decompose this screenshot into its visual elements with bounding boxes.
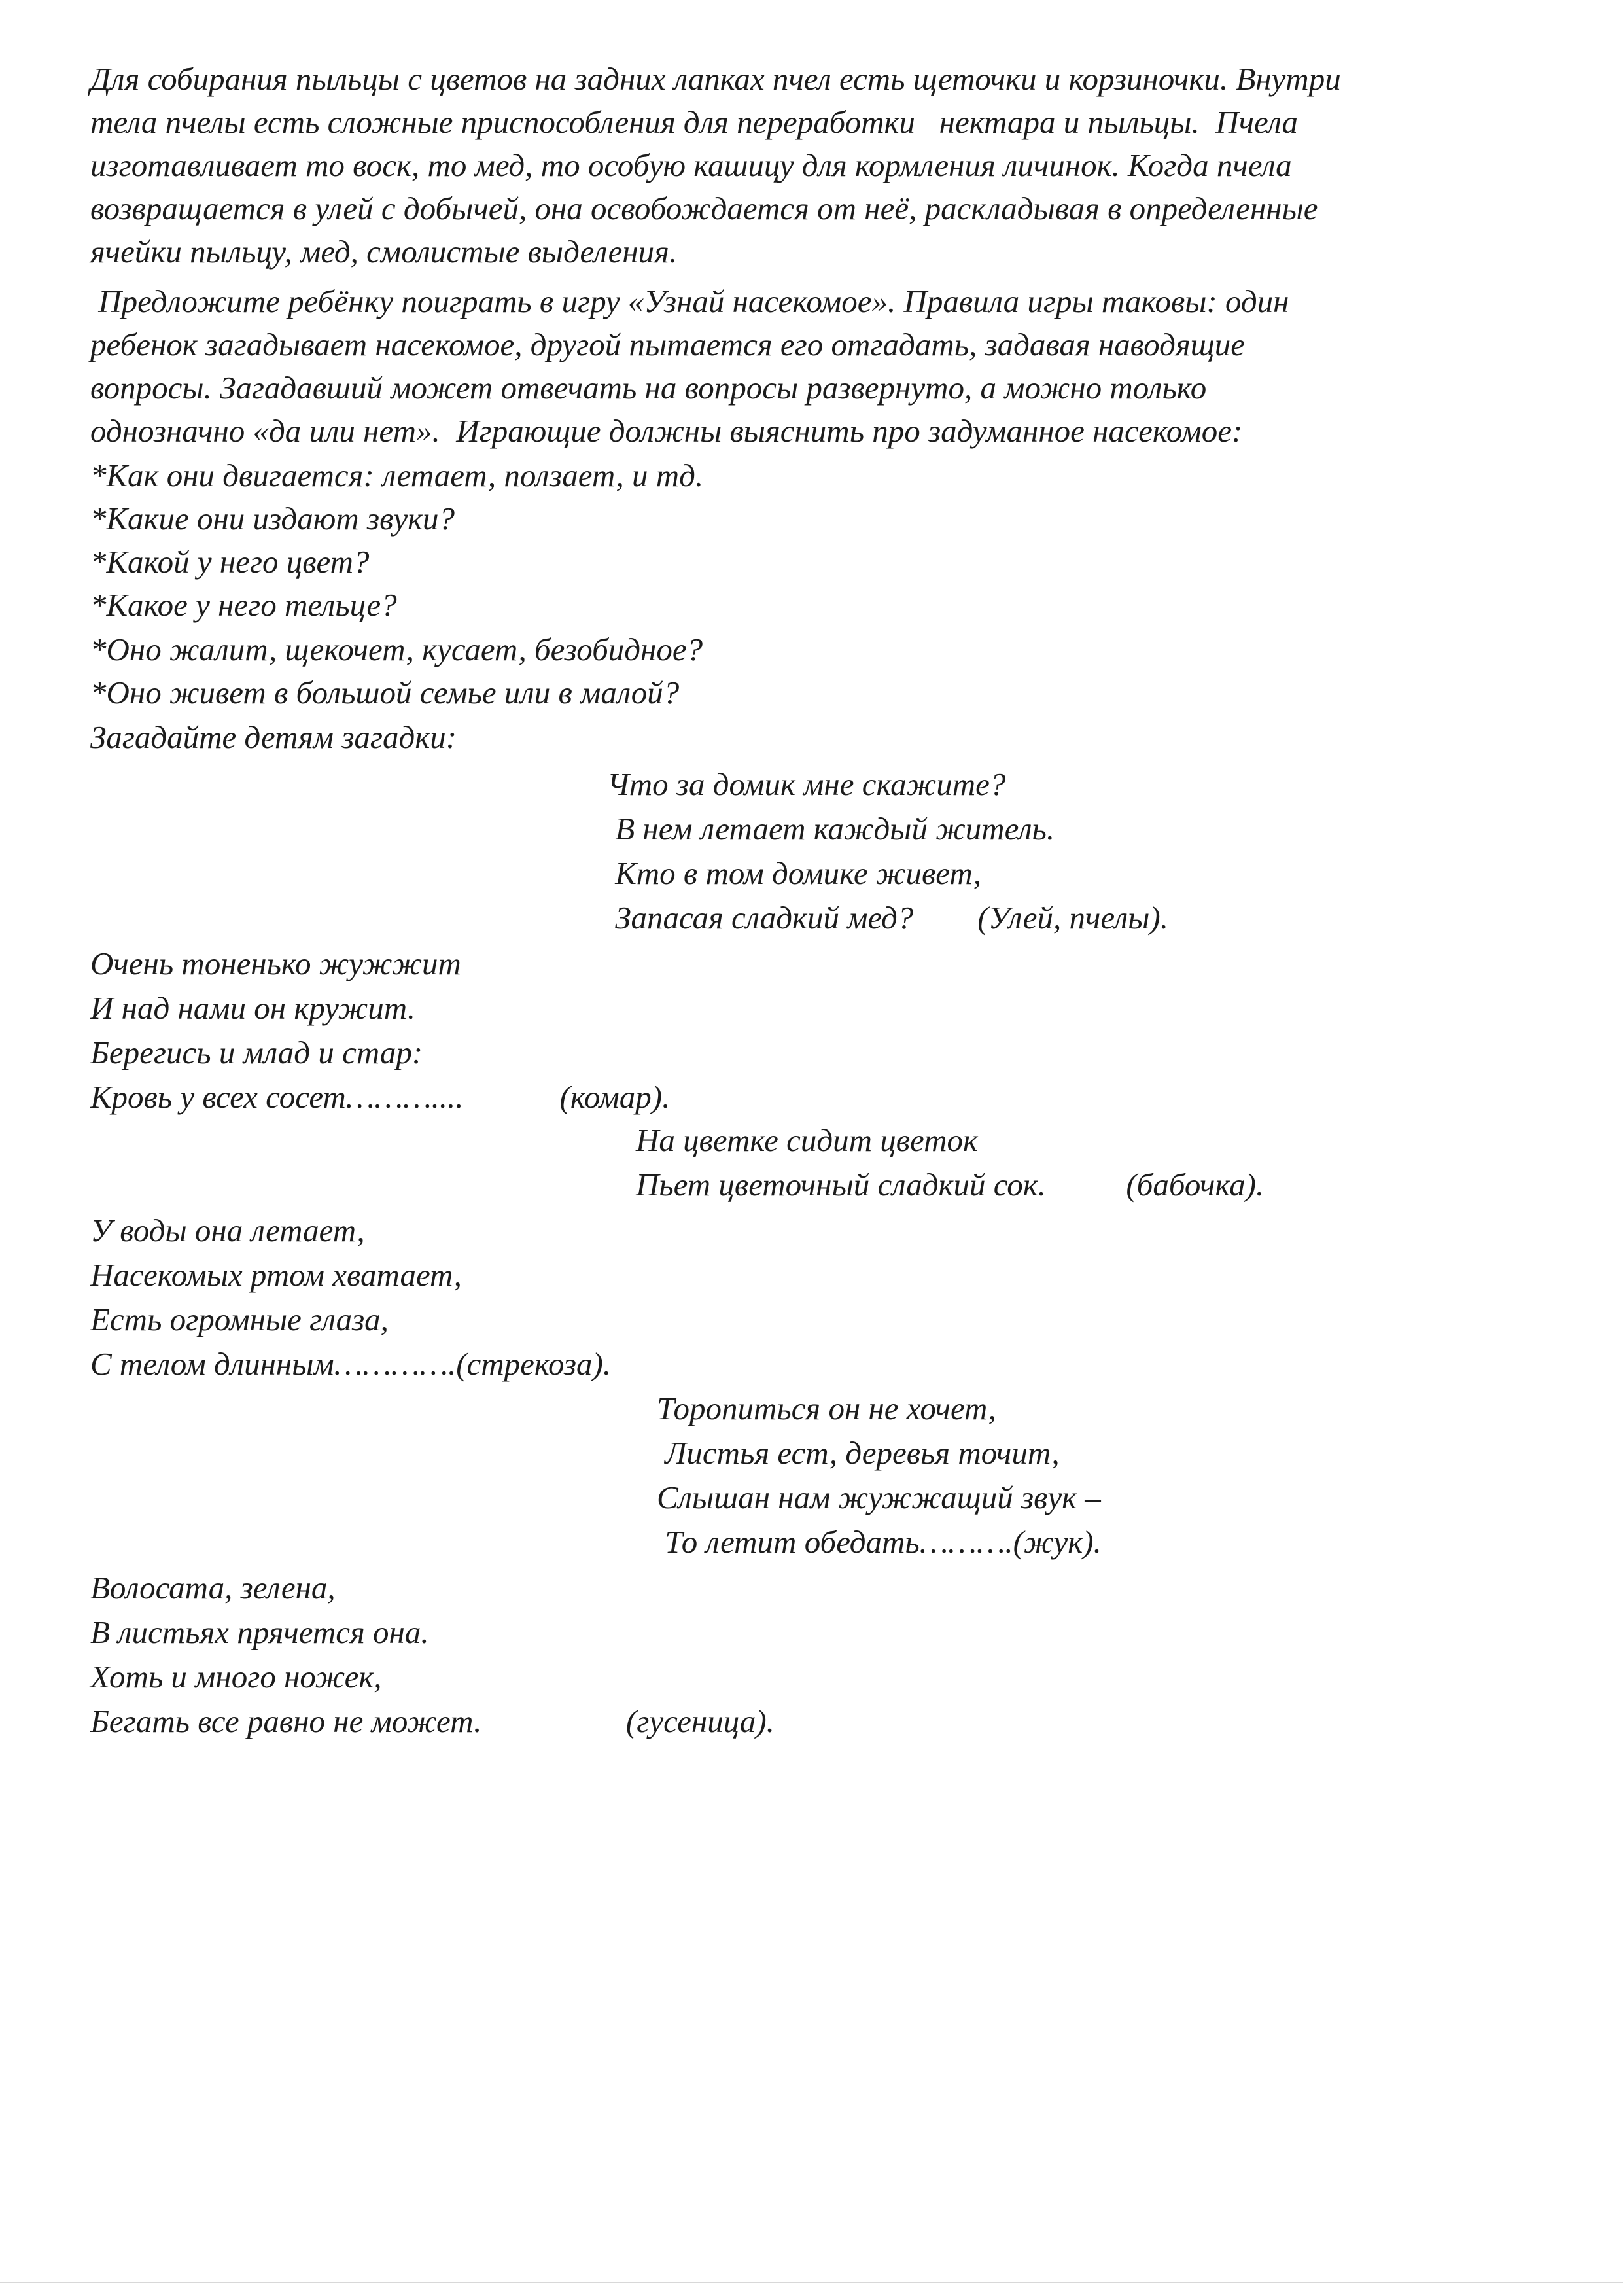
intro-line: Для собирания пыльцы с цветов на задних лапках пчел есть щеточки и корзиночки. Внутри <box>90 61 1341 97</box>
riddle-line: То летит обедать……….(жук). <box>657 1524 1102 1560</box>
game-line: однозначно «да или нет». Играющие должны выяснить про задуманное насекомое: <box>90 413 1243 449</box>
riddle-line: Пьет цветочный сладкий сок. (бабочка). <box>636 1167 1265 1203</box>
intro-line: ячейки пыльцу, мед, смолистые выделения. <box>90 234 678 270</box>
riddle-line: Торопиться он не хочет, <box>657 1390 996 1426</box>
question-item: *Оно жалит, щекочет, кусает, безобидное? <box>90 631 703 667</box>
riddle-line: Берегись и млад и стар: <box>90 1034 423 1070</box>
riddle-line: Бегать все равно не может. (гусеница). <box>90 1703 775 1739</box>
riddle-line: И над нами он кружит. <box>90 990 415 1026</box>
question-item: *Какой у него цвет? <box>90 544 370 580</box>
riddle-line: Кто в том домике живет, <box>607 855 982 891</box>
riddle-line: Очень тоненько жужжит <box>90 945 461 981</box>
riddle-line: Кровь у всех сосет……….... (комар). <box>90 1079 671 1115</box>
riddle-line: Слышан нам жужжащий звук – <box>657 1479 1101 1515</box>
riddle-line: В нем летает каждый житель. <box>607 811 1055 847</box>
riddle-line: В листьях прячется она. <box>90 1614 429 1650</box>
riddle-line: С телом длинным………….(стрекоза). <box>90 1346 612 1382</box>
riddle-line: Запасая сладкий мед? (Улей, пчелы). <box>607 900 1168 936</box>
riddle-line: На цветке сидит цветок <box>636 1122 978 1158</box>
riddle-line: Хоть и много ножек, <box>90 1659 382 1695</box>
riddle-line: Волосата, зелена, <box>90 1570 336 1606</box>
riddle-line: У воды она летает, <box>90 1212 365 1248</box>
question-item: *Какое у него тельце? <box>90 587 397 623</box>
question-item: *Оно живет в большой семье или в малой? <box>90 675 680 711</box>
riddle-line: Насекомых ртом хватает, <box>90 1257 462 1293</box>
riddle-line: Листья ест, деревья точит, <box>657 1435 1060 1471</box>
riddle-line: Есть огромные глаза, <box>90 1301 389 1337</box>
game-line: Предложите ребёнку поиграть в игру «Узнай насекомое». Правила игры таковы: один <box>90 283 1289 319</box>
game-line: вопросы. Загадавший может отвечать на вопросы развернуто, а можно только <box>90 370 1207 406</box>
riddle-line: Что за домик мне скажите? <box>607 766 1006 802</box>
intro-line: изготавливает то воск, то мед, то особую кашицу для кормления личинок. Когда пчела <box>90 147 1292 183</box>
intro-line: тела пчелы есть сложные приспособления для переработки нектара и пыльцы. Пчела <box>90 104 1298 140</box>
riddles-heading: Загадайте детям загадки: <box>90 719 457 755</box>
question-item: *Как они двигается: летает, ползает, и тд. <box>90 457 704 493</box>
question-item: *Какие они издают звуки? <box>90 501 455 537</box>
game-line: ребенок загадывает насекомое, другой пытается его отгадать, задавая наводящие <box>90 327 1245 362</box>
scan-bottom-edge <box>0 2282 1623 2283</box>
intro-line: возвращается в улей с добычей, она освобождается от неё, раскладывая в определенные <box>90 190 1318 226</box>
